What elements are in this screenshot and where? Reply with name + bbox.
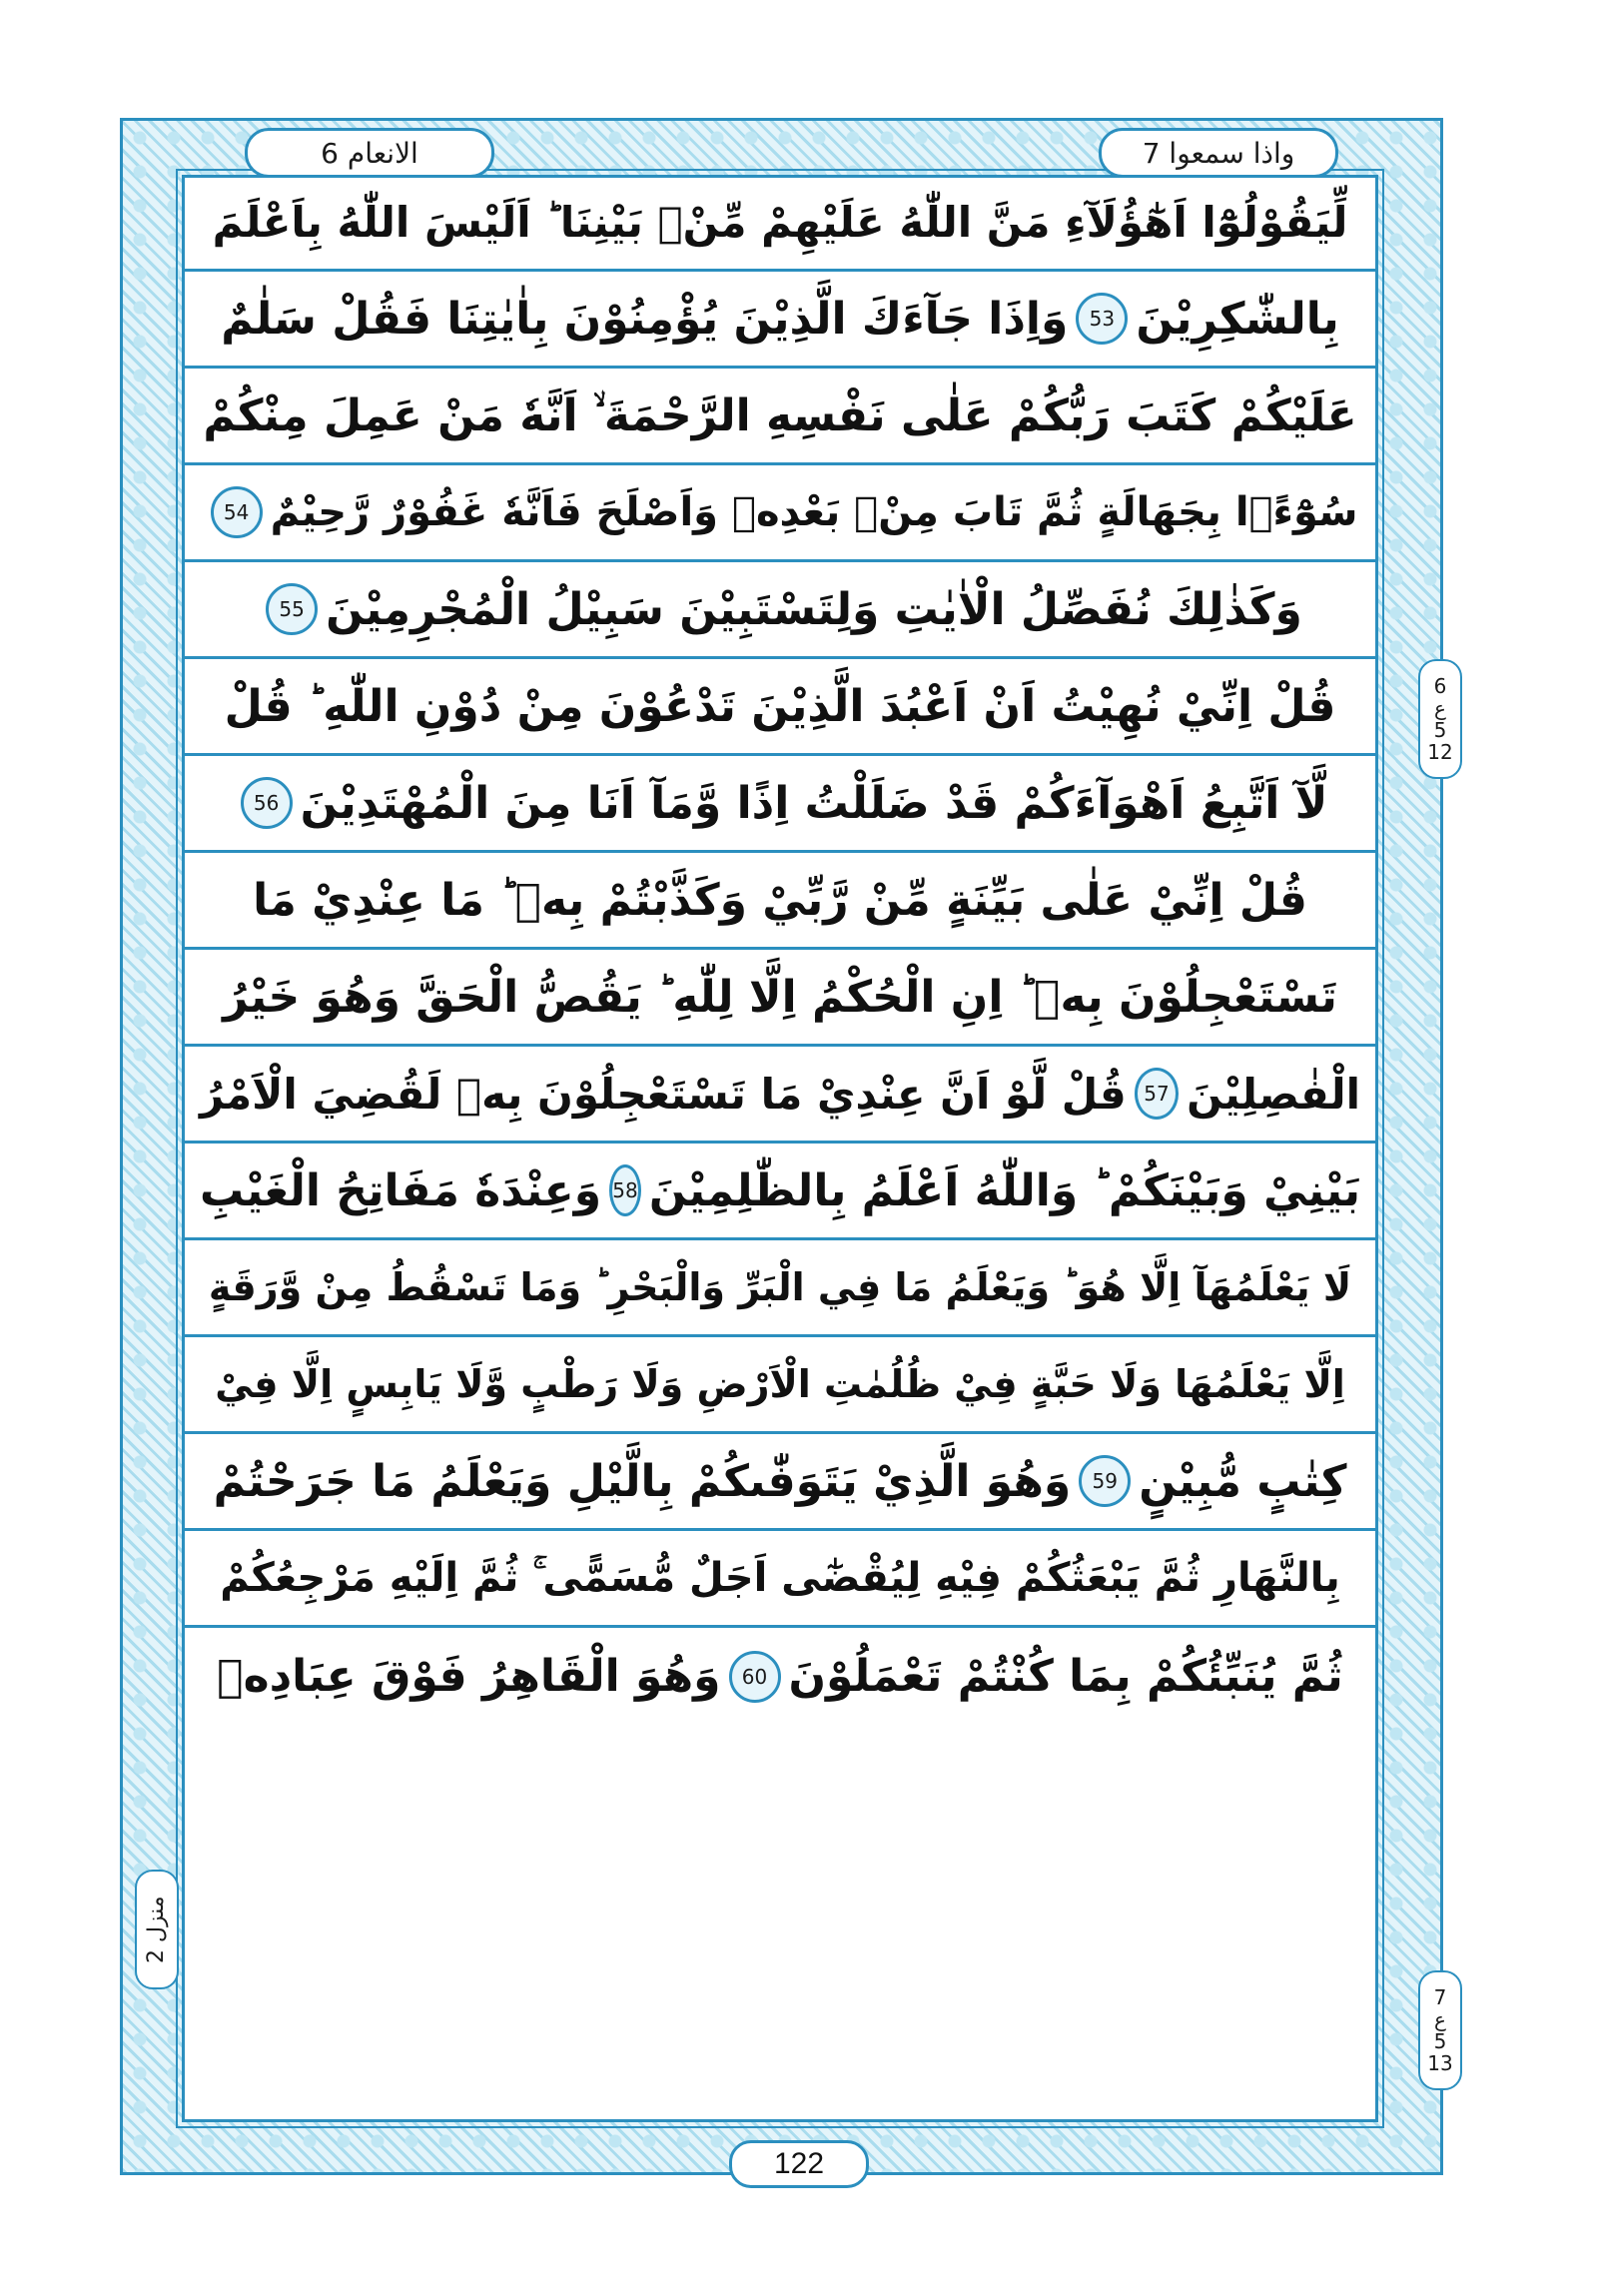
line-text: وَعِنْدَهٗ مَفَاتِحُ الْغَيْبِ	[200, 1164, 602, 1216]
line-text: لِّيَقُوْلُوْٓا اَهٰٓؤُلَآءِ مَنَّ اللّٰهُ عَلَيْهِمْ مِّنْۢ بَيْنِنَا ؕ اَلَيْسَ اللّٰهُ بِاَعْلَمَ	[212, 197, 1348, 247]
line-text: ثُمَّ يُنَبِّئُكُمْ بِمَا كُنْتُمْ تَعْمَلُوْنَ	[788, 1651, 1343, 1702]
text-line	[182, 756, 1378, 853]
text-line	[182, 465, 1378, 562]
text-line	[182, 1047, 1378, 1144]
ruku-marker	[1418, 659, 1462, 779]
line-text: عَلَيْكُمْ كَتَبَ رَبُّكُمْ عَلٰى نَفْسِهِ الرَّحْمَةَ ۙ اَنَّهٗ مَنْ عَمِلَ مِنْكُمْ	[203, 389, 1357, 441]
text-line	[182, 950, 1378, 1047]
ayah-marker: 53	[1076, 293, 1128, 345]
line-text: الْفٰصِلِيْنَ	[1187, 1069, 1360, 1119]
ayah-marker: 56	[241, 777, 293, 829]
quran-lines	[182, 175, 1378, 1725]
ayah-marker: 55	[266, 583, 318, 635]
text-line	[182, 659, 1378, 756]
ruku-value: 6	[1433, 674, 1447, 698]
ruku-value: 13	[1427, 2051, 1453, 2075]
ayah-marker: 57	[1135, 1068, 1179, 1120]
text-line	[182, 1628, 1378, 1725]
line-text: بِالشّٰكِرِيْنَ	[1136, 293, 1339, 345]
line-text: قُلْ لَّوْ اَنَّ عِنْدِيْ مَا تَسْتَعْجِلُوْنَ بِهٖ لَقُضِيَ الْاَمْرُ	[200, 1069, 1127, 1119]
text-line	[182, 1144, 1378, 1240]
ayah-marker: 59	[1079, 1455, 1131, 1507]
ruku-value: 12	[1427, 740, 1453, 764]
line-text: وَاِذَا جَآءَكَ الَّذِيْنَ يُؤْمِنُوْنَ بِاٰيٰتِنَا فَقُلْ سَلٰمٌ	[221, 293, 1069, 345]
ruku-marker	[1418, 1970, 1462, 2090]
line-text: لَا يَعْلَمُهَآ اِلَّا هُوَ ؕ وَيَعْلَمُ مَا فِي الْبَرِّ وَالْبَحْرِ ؕ وَمَا تَسْقُطُ مِنْ وَّرَقَةٍ	[208, 1265, 1352, 1309]
line-text: بِالنَّهَارِ ثُمَّ يَبْعَثُكُمْ فِيْهِ لِيُقْضٰٓى اَجَلٌ مُّسَمًّى ۚ ثُمَّ اِلَيْهِ مَرْجِعُكُمْ	[220, 1555, 1340, 1601]
text-line	[182, 175, 1378, 272]
line-text: وَهُوَ الْقَاهِرُ فَوْقَ عِبَادِهٖ	[217, 1651, 721, 1702]
para-label: واذا سمعوا 7	[1099, 128, 1338, 178]
text-line	[182, 1531, 1378, 1628]
line-text: قُلْ اِنِّيْ نُهِيْتُ اَنْ اَعْبُدَ الَّذِيْنَ تَدْعُوْنَ مِنْ دُوْنِ اللّٰهِ ؕ قُلْ	[224, 680, 1336, 732]
ruku-value: 5	[1433, 2029, 1447, 2053]
line-text: سُوْٓءًۢا بِجَهَالَةٍ ثُمَّ تَابَ مِنْۢ بَعْدِهٖ وَاَصْلَحَ فَاَنَّهٗ غَفُوْرٌ رَّحِيْمٌ	[270, 489, 1358, 535]
ayah-marker: 54	[211, 486, 263, 538]
ruku-value: 7	[1433, 1985, 1447, 2009]
text-line	[182, 1434, 1378, 1531]
line-text: لَّآ اَتَّبِعُ اَهْوَآءَكُمْ قَدْ ضَلَلْتُ اِذًا وَّمَآ اَنَا مِنَ الْمُهْتَدِيْنَ	[300, 777, 1328, 829]
line-text: اِلَّا يَعْلَمُهَا وَلَا حَبَّةٍ فِيْ ظُلُمٰتِ الْاَرْضِ وَلَا رَطْبٍ وَّلَا يَابِسٍ اِلَّا فِيْ	[215, 1362, 1345, 1406]
text-line	[182, 369, 1378, 465]
ruku-value: 5	[1433, 718, 1447, 742]
text-line	[182, 1337, 1378, 1434]
line-text: قُلْ اِنِّيْ عَلٰى بَيِّنَةٍ مِّنْ رَّبِّيْ وَكَذَّبْتُمْ بِهٖ ؕ مَا عِنْدِيْ مَا	[253, 874, 1307, 926]
line-text: بَيْنِيْ وَبَيْنَكُمْ ؕ وَاللّٰهُ اَعْلَمُ بِالظّٰلِمِيْنَ	[648, 1164, 1360, 1216]
manzil-marker: منزل 2	[135, 1870, 179, 1989]
page-number: 122	[729, 2140, 869, 2188]
line-text: وَكَذٰلِكَ نُفَصِّلُ الْاٰيٰتِ وَلِتَسْتَبِيْنَ سَبِيْلُ الْمُجْرِمِيْنَ	[326, 583, 1302, 635]
line-text: تَسْتَعْجِلُوْنَ بِهٖ ؕ اِنِ الْحُكْمُ اِلَّا لِلّٰهِ ؕ يَقُصُّ الْحَقَّ وَهُوَ خَيْرُ	[223, 971, 1337, 1023]
text-line	[182, 853, 1378, 950]
ruku-sign: ع	[1434, 696, 1446, 720]
line-text: وَهُوَ الَّذِيْ يَتَوَفّٰىكُمْ بِالَّيْلِ وَيَعْلَمُ مَا جَرَحْتُمْ	[213, 1455, 1072, 1507]
text-line	[182, 1240, 1378, 1337]
surah-label: الانعام 6	[245, 128, 494, 178]
line-text: كِتٰبٍ مُّبِيْنٍ	[1139, 1455, 1347, 1507]
ayah-marker: 58	[609, 1164, 641, 1216]
text-line	[182, 272, 1378, 369]
ruku-sign: ع	[1434, 2007, 1446, 2031]
ayah-marker: 60	[729, 1651, 781, 1703]
text-line	[182, 562, 1378, 659]
